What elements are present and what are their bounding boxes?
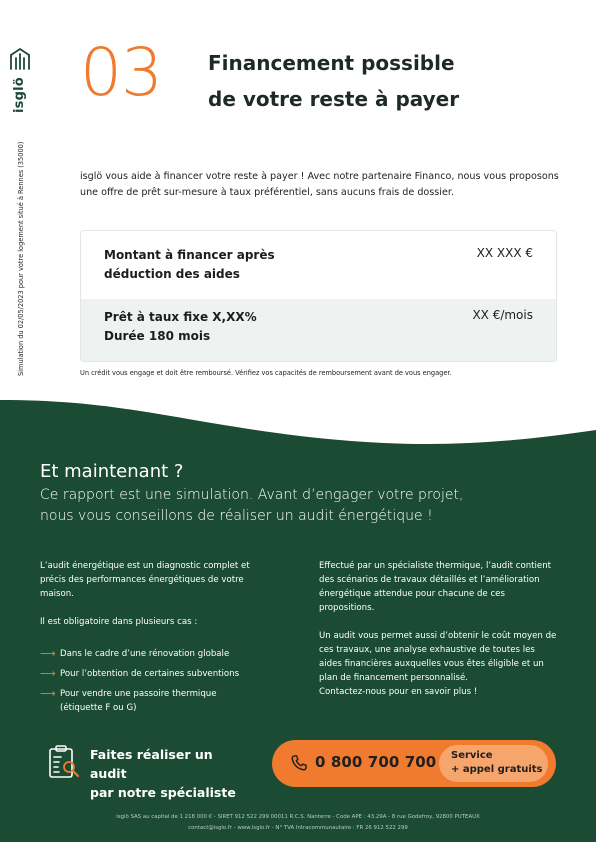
next-subtitle-line1: Ce rapport est une simulation. Avant d’engager votre projet,: [40, 487, 464, 503]
arrow-right-icon: ⟶: [40, 687, 56, 700]
service-badge-line1: Service: [451, 750, 493, 761]
audit-cta-text: [90, 745, 250, 802]
list-item: [40, 687, 260, 715]
audit-cta-line2: par notre spécialiste: [90, 785, 236, 800]
call-button[interactable]: [272, 740, 556, 787]
audit-info-right: [319, 559, 559, 699]
loan-value: XX XXX €: [476, 246, 533, 260]
isglo-logo-icon: [9, 47, 31, 71]
loan-label-line2: déduction des aides: [104, 267, 240, 281]
section-title-line1: Financement possible: [208, 51, 455, 75]
loan-row-rate: [81, 299, 556, 361]
list-item-text: Dans le cadre d’une rénovation globale: [60, 649, 230, 659]
audit-definition: L’audit énergétique est un diagnostic complet et précis des performances énergétiques de votre maison.: [40, 561, 250, 599]
list-item: [40, 667, 260, 681]
contact-us-text: Contactez-nous pour en savoir plus !: [319, 687, 478, 697]
section-number: 03: [80, 34, 162, 111]
next-steps-title: Et maintenant ?: [40, 461, 184, 482]
footer-legal: isglö SAS au capital de 1 218 000 € - SIRET 912 522 299 00011 R.C.S. Nanterre - Code APE : 43.29A - 8 rue Godefroy, 92800 PUTEAUX: [116, 814, 480, 820]
credit-disclaimer: Un crédit vous engage et doit être remboursé. Vérifiez vos capacités de remboursement avant de vous engager.: [80, 369, 452, 377]
audit-mandatory-intro: Il est obligatoire dans plusieurs cas :: [40, 617, 198, 627]
footer-contact: contact@isglo.fr - www.isglo.fr - N° TVA Intracommunautaire : FR 26 912 522 299: [188, 825, 408, 831]
clipboard-magnifier-icon: [47, 744, 81, 780]
loan-table: [80, 230, 557, 362]
list-item: [40, 647, 260, 661]
audit-content-paragraph: Effectué par un spécialiste thermique, l’audit contient des scénarios de travaux détaillés et l’amélioration énergétique attendue pour chacune de ces propositions.: [319, 561, 552, 613]
free-service-badge: [439, 745, 548, 782]
audit-cta-line1: Faites réaliser un audit: [90, 747, 213, 781]
loan-row-amount: [81, 231, 556, 296]
loan-value: XX €/mois: [472, 308, 533, 322]
section-title: [208, 45, 459, 117]
intro-paragraph: isglö vous aide à financer votre reste à payer ! Avec notre partenaire Financo, nous vous proposons une offre de prêt sur-mesure à taux préférentiel, sans aucuns frais de dossier.: [80, 171, 559, 198]
section-title-line2: de votre reste à payer: [208, 87, 460, 111]
arrow-right-icon: ⟶: [40, 647, 56, 660]
audit-benefits-paragraph: Un audit vous permet aussi d’obtenir le coût moyen de ces travaux, une analyse exhaustive de toutes les aides financières auxquelles vous êtes éligible et un plan de financement personnalisé.: [319, 631, 557, 683]
audit-info-left: [40, 559, 260, 721]
phone-icon: [289, 753, 309, 773]
simulation-side-note: Simulation du 02/05/2023 pour votre logement situé à Rennes (35000): [17, 141, 25, 376]
mandatory-cases-list: [40, 647, 260, 715]
list-item-text: Pour vendre une passoire thermique (étiquette F ou G): [60, 689, 217, 713]
next-steps-subtitle: [40, 485, 510, 527]
loan-label-line1: Montant à financer après: [104, 248, 275, 262]
arrow-right-icon: ⟶: [40, 667, 56, 680]
loan-label-line1: Prêt à taux fixe X,XX%: [104, 310, 257, 324]
loan-label: [104, 246, 304, 284]
service-badge-line2: + appel gratuits: [451, 764, 543, 775]
loan-label-line2: Durée 180 mois: [104, 329, 211, 343]
phone-number: 0 800 700 700: [315, 753, 437, 771]
list-item-text: Pour l’obtention de certaines subventions: [60, 669, 240, 679]
brand-name-vertical: isglö: [12, 77, 27, 113]
next-subtitle-line2: nous vous conseillons de réaliser un audit énergétique !: [40, 508, 433, 524]
loan-label: [104, 308, 304, 346]
